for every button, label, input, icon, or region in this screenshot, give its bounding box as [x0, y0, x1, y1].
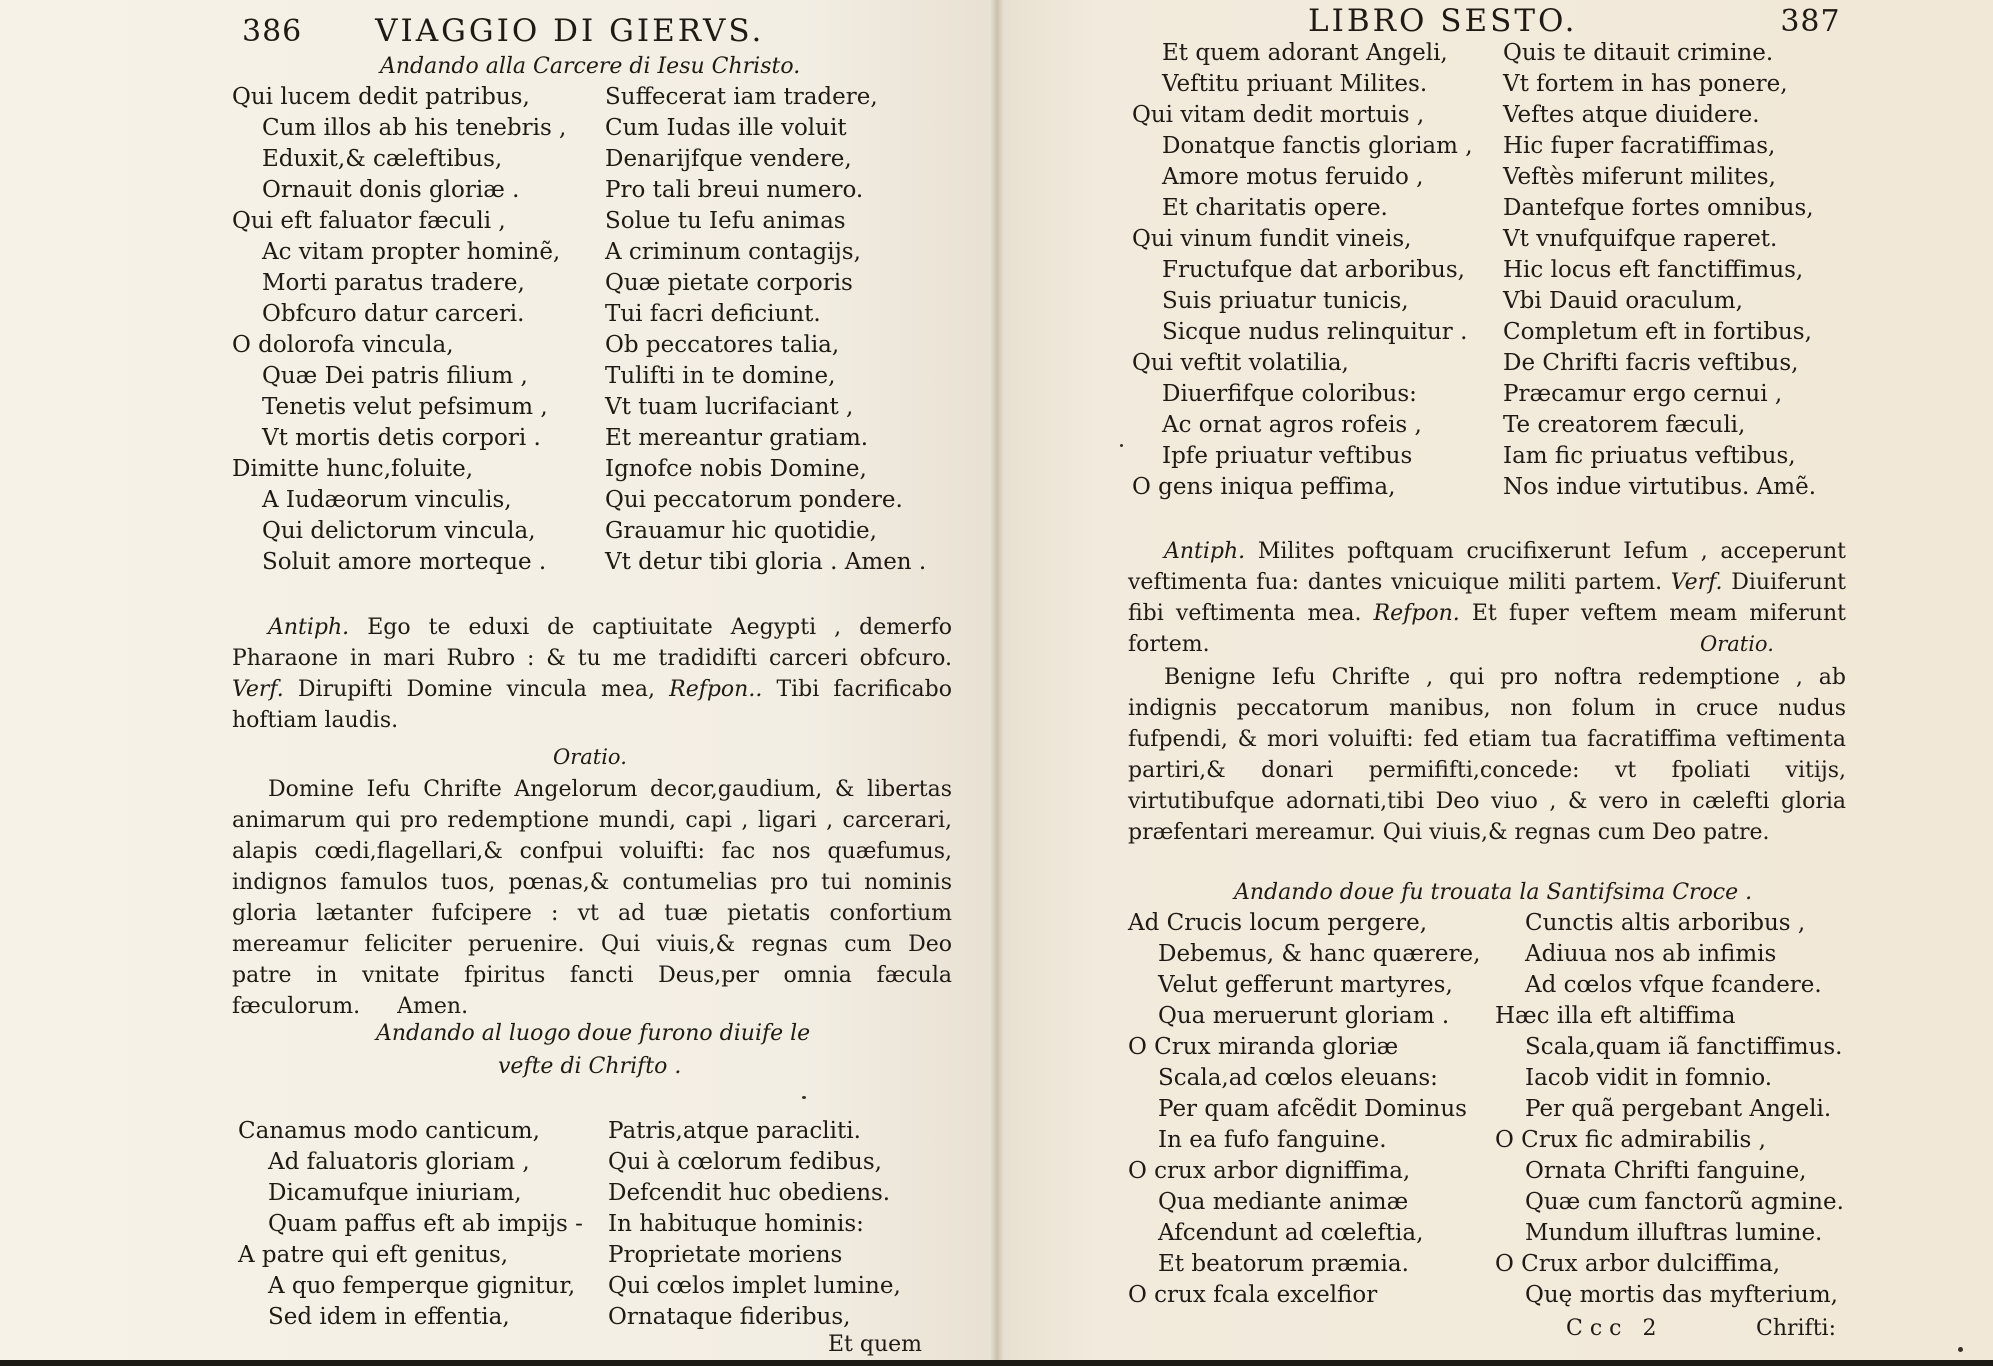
ink-speck [1958, 1347, 1963, 1352]
verse-line: Dicamufque iniuriam, [268, 1180, 522, 1206]
verse-line: Grauamur hic quotidie, [605, 518, 877, 544]
verse-line: O crux arbor digniffima, [1128, 1158, 1411, 1184]
verse-line: A criminum contagijs, [605, 239, 861, 265]
right-antiphon-label: Antiph. [1164, 539, 1246, 564]
verse-line: Diuerfifque coloribus: [1162, 381, 1417, 407]
verse-line: Canamus modo canticum, [238, 1118, 540, 1144]
left-oratio-amen: Amen. [397, 994, 469, 1019]
verse-line: Qui vitam dedit mortuis , [1132, 102, 1425, 128]
verse-line: Morti paratus tradere, [262, 270, 525, 296]
verse-line: Ad faluatoris gloriam , [268, 1149, 530, 1175]
left-antiphon-text: Ego te eduxi de captiuitate Aegypti , demerfo Pharaone in mari Rubro : & tu me tradidifti carceri obfcuro. [232, 615, 952, 671]
left-respon-text: Tibi facrificabo hoftiam laudis. [232, 677, 952, 733]
right-verse-column-a [1132, 38, 1473, 503]
verse-line: Debemus, & hanc quærere, [1158, 941, 1481, 967]
verse-line: Veftes atque diuidere. [1503, 102, 1760, 128]
verse-line: Quis te ditauit crimine. [1503, 40, 1774, 66]
ink-speck [1120, 444, 1123, 447]
verse-line: Denarijfque vendere, [605, 146, 852, 172]
verse-line: Suffecerat iam tradere, [605, 84, 878, 110]
verse-line: Qui peccatorum pondere. [605, 487, 903, 513]
left-antiphon-label: Antiph. [268, 615, 350, 640]
ink-speck [802, 1096, 806, 1099]
verse-line: Ornauit donis gloriæ . [262, 177, 520, 203]
verse-line: Qui à cœlorum fedibus, [608, 1149, 882, 1175]
left-antiphon [232, 612, 952, 736]
verse-line: Qui delictorum vincula, [262, 518, 536, 544]
verse-line: Per quam afcẽdit Dominus [1158, 1096, 1467, 1122]
left-vers-label: Verf. [232, 677, 284, 702]
verse-line: O Crux fic admirabilis , [1495, 1127, 1766, 1153]
verse-line: Sicque nudus relinquitur . [1162, 319, 1468, 345]
verse-line: O Crux arbor dulciffima, [1495, 1251, 1781, 1277]
verse-line: Proprietate moriens [608, 1242, 843, 1268]
verse-line: Tulifti in te domine, [605, 363, 836, 389]
verse-line: Et mereantur gratiam. [605, 425, 869, 451]
verse-line: Ignofce nobis Domine, [605, 456, 867, 482]
verse-line: Hic locus eft fanctiffimus, [1503, 257, 1804, 283]
left-page-number: 386 [242, 14, 303, 49]
verse-line: Completum eft in fortibus, [1503, 319, 1812, 345]
verse-line: Vt mortis detis corpori . [262, 425, 541, 451]
verse-line: Defcendit huc obediens. [608, 1180, 891, 1206]
verse-line: Cunctis altis arboribus , [1525, 910, 1806, 936]
verse-line: In habituque hominis: [608, 1211, 864, 1237]
verse-line: Vt fortem in has ponere, [1503, 71, 1788, 97]
verse-line: Scala,quam iã fanctiffimus. [1525, 1034, 1843, 1060]
right-verse2-column-a [1128, 908, 1480, 1311]
left-verse2-column-a [238, 1116, 583, 1333]
verse-line: Ornataque fideribus, [608, 1304, 851, 1330]
verse-line: Ad cœlos vfque fcandere. [1525, 972, 1822, 998]
verse-line: Iacob vidit in fomnio. [1525, 1065, 1773, 1091]
right-oratio-text: Benigne Iefu Chrifte , qui pro noftra redemptione , ab indignis peccatorum manibus, non folum in cruce nudus fufpendi, & mori voluifti: fed etiam tua facratiffima veftimenta partiri,& donari permififti,concede: vt fpoliati vitijs, virtutibufque adornati,tibi Deo viuo , & vero in cælefti gloria præfentari mereamur. Qui viuis,& regnas cum Deo patre. [1128, 665, 1846, 845]
left-section-title: Andando alla Carcere di Iesu Christo. [380, 54, 801, 79]
verse-line: Veftitu priuant Milites. [1162, 71, 1428, 97]
verse-line: Qui cœlos implet lumine, [608, 1273, 901, 1299]
left-oratio-text: Domine Iefu Chrifte Angelorum decor,gaudium, & libertas animarum qui pro redemptione mundi, capi , ligari , carcerari, alapis cœdi,flagellari,& confpui voluifti: fac nos quæfumus, indignos famulos tuos, pœnas,& contumelias pro tui nominis gloria lætanter fufcipere : vt ad tuæ pietatis confortium mereamur feliciter peruenire. Qui viuis,& regnas cum Deo patre in vnitate fpiritus fancti Deus,per omnia fæcula fæculorum. [232, 777, 952, 1019]
verse-line: Ob peccatores talia, [605, 332, 840, 358]
verse-line: Quæ pietate corporis [605, 270, 853, 296]
verse-line: Et charitatis opere. [1162, 195, 1388, 221]
right-page-number: 387 [1780, 4, 1841, 39]
verse-line: Vt tuam lucrifaciant , [605, 394, 854, 420]
verse-line: Quę mortis das myfterium, [1525, 1282, 1838, 1308]
verse-line: Soluit amore morteque . [262, 549, 547, 575]
verse-line: Dimitte hunc,foluite, [232, 456, 474, 482]
verse-line: Et beatorum præmia. [1158, 1251, 1409, 1277]
verse-line: Cum illos ab his tenebris , [262, 115, 567, 141]
verse-line: Quæ Dei patris filium , [262, 363, 528, 389]
right-verse-column-b [1503, 38, 1816, 503]
verse-line: Adiuua nos ab infimis [1525, 941, 1777, 967]
verse-line: Præcamur ergo cernui , [1503, 381, 1783, 407]
right-verse2-column-b [1495, 908, 1844, 1311]
verse-line: Quæ cum fanctorũ agmine. [1525, 1189, 1844, 1215]
left-running-head [242, 10, 764, 53]
verse-line: Tui facri deficiunt. [605, 301, 821, 327]
left-running-title: VIAGGIO DI GIERVS. [375, 13, 765, 49]
left-catchword: Et quem [828, 1332, 923, 1357]
verse-line: Donatque fanctis gloriam , [1162, 133, 1473, 159]
verse-line: Mundum illuftras lumine. [1525, 1220, 1823, 1246]
right-respon-text: Et fuper veftem meam miferunt fortem. [1128, 601, 1846, 657]
left-verse-column-b [605, 82, 926, 578]
verse-line: Quam paffus eft ab impijs - [268, 1211, 583, 1237]
verse-line: Solue tu Iefu animas [605, 208, 846, 234]
verse-line: Qui eft faluator fæculi , [232, 208, 506, 234]
verse-line: Per quã pergebant Angeli. [1525, 1096, 1832, 1122]
verse-line: Hic fuper facratiffimas, [1503, 133, 1776, 159]
right-oratio [1128, 662, 1846, 848]
right-vers-label: Verf. [1670, 570, 1723, 595]
verse-line: De Chrifti facris veftibus, [1503, 350, 1799, 376]
verse-line: Suis priuatur tunicis, [1162, 288, 1409, 314]
right-signature: C c c 2 [1566, 1316, 1657, 1341]
verse-line: Te creatorem fæculi, [1503, 412, 1746, 438]
book-gutter [990, 0, 1004, 1366]
verse-line: O crux fcala excelfior [1128, 1282, 1378, 1308]
verse-line: Patris,atque paracliti. [608, 1118, 861, 1144]
left-verse2-column-b [608, 1116, 901, 1333]
verse-line: Ipfe priuatur veftibus [1162, 443, 1413, 469]
verse-line: Qui lucem dedit patribus, [232, 84, 530, 110]
verse-line: Sed idem in effentia, [268, 1304, 510, 1330]
verse-line: O dolorofa vincula, [232, 332, 454, 358]
right-antiphon-text: Milites poftquam crucifixerunt Iefum , acceperunt veftimenta fua: dantes vnicuique militi partem. [1128, 539, 1847, 595]
verse-line: Amore motus feruido , [1162, 164, 1424, 190]
right-vers-text: Diuiferunt fibi veftimenta mea. [1128, 570, 1846, 626]
right-running-head [1308, 0, 1841, 43]
verse-line: Eduxit,& cæleftibus, [262, 146, 503, 172]
verse-line: Qua mediante animæ [1158, 1189, 1409, 1215]
verse-line: Afcendunt ad cœleftia, [1158, 1220, 1424, 1246]
verse-line: Qua meruerunt gloriam . [1158, 1003, 1450, 1029]
right-section-title: Andando doue fu trouata la Santifsima Croce . [1234, 880, 1753, 905]
verse-line: Hæc illa eft altiffima [1495, 1003, 1736, 1029]
verse-line: Ornata Chrifti fanguine, [1525, 1158, 1807, 1184]
bottom-edge [0, 1360, 1993, 1366]
verse-line: Fructufque dat arboribus, [1162, 257, 1465, 283]
left-section2-title-1: Andando al luogo doue furono diuife le [376, 1021, 811, 1046]
verse-line: O Crux miranda gloriæ [1128, 1034, 1399, 1060]
verse-line: Veftès miferunt milites, [1503, 164, 1776, 190]
left-verse-column-a [232, 82, 566, 578]
verse-line: Tenetis velut pefsimum , [262, 394, 548, 420]
verse-line: A patre qui eft genitus, [238, 1242, 509, 1268]
verse-line: Et quem adorant Angeli, [1162, 40, 1448, 66]
right-oratio-label: Oratio. [1700, 632, 1774, 656]
verse-line: Ac vitam propter hominẽ, [262, 239, 561, 265]
verse-line: Ac ornat agros rofeis , [1162, 412, 1422, 438]
right-running-title: LIBRO SESTO. [1308, 3, 1578, 39]
left-section2-title-2: vefte di Chrifto . [498, 1054, 682, 1079]
verse-line: Vbi Dauid oraculum, [1503, 288, 1743, 314]
verse-line: Obfcuro datur carceri. [262, 301, 525, 327]
verse-line: Velut gefferunt martyres, [1158, 972, 1453, 998]
right-respon-label: Refpon. [1373, 601, 1460, 626]
verse-line: Cum Iudas ille voluit [605, 115, 847, 141]
verse-line: O gens iniqua peffima, [1132, 474, 1396, 500]
verse-line: A quo femperque gignitur, [268, 1273, 576, 1299]
right-catchword: Chrifti: [1756, 1316, 1836, 1341]
verse-line: Ad Crucis locum pergere, [1128, 910, 1427, 936]
left-respon-label: Refpon.. [669, 677, 763, 702]
verse-line: Dantefque fortes omnibus, [1503, 195, 1814, 221]
verse-line: Nos indue virtutibus. Amẽ. [1503, 474, 1817, 500]
left-vers-text: Dirupifti Domine vincula mea, [297, 677, 655, 702]
verse-line: Vt vnufquifque raperet. [1503, 226, 1778, 252]
verse-line: Pro tali breui numero. [605, 177, 864, 203]
verse-line: Iam fic priuatus veftibus, [1503, 443, 1796, 469]
verse-line: In ea fufo fanguine. [1158, 1127, 1387, 1153]
left-oratio [232, 774, 952, 1022]
verse-line: Vt detur tibi gloria . Amen . [605, 549, 927, 575]
verse-line: Qui vinum fundit vineis, [1132, 226, 1412, 252]
verse-line: Qui veftit volatilia, [1132, 350, 1349, 376]
verse-line: Scala,ad cœlos eleuans: [1158, 1065, 1438, 1091]
left-oratio-label: Oratio. [553, 745, 627, 769]
verse-line: A Iudæorum vinculis, [262, 487, 512, 513]
